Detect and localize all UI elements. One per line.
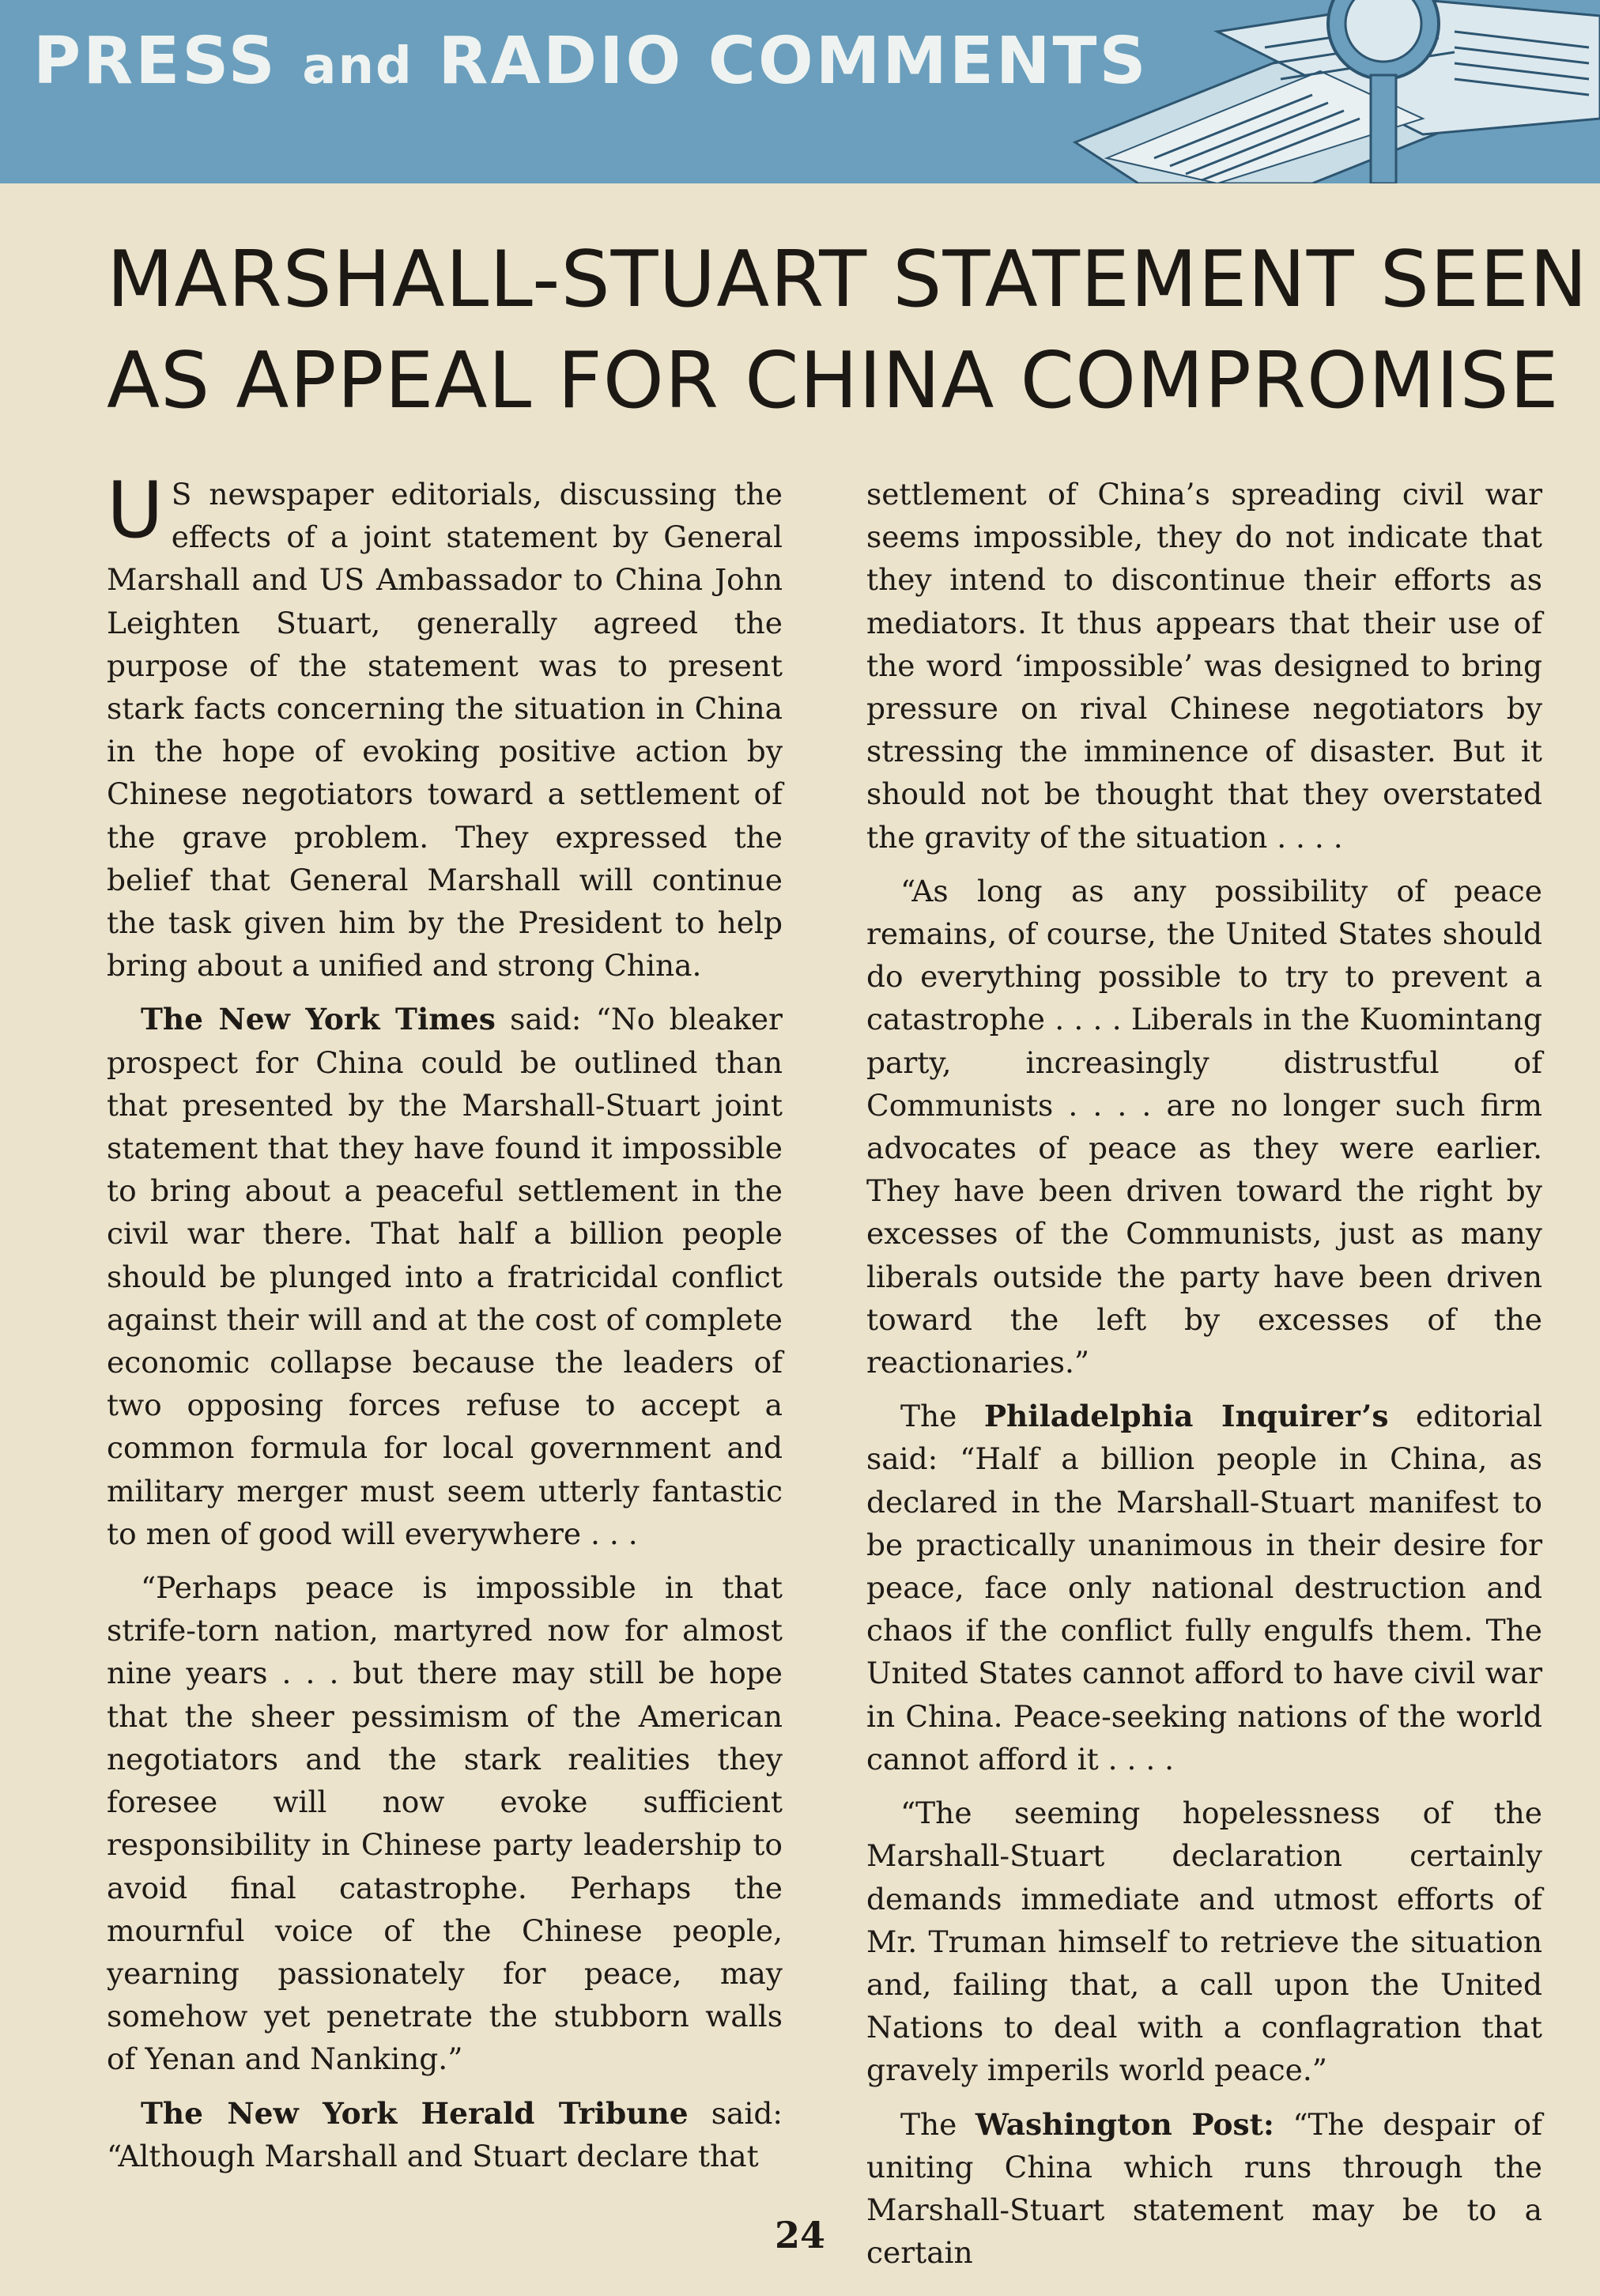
article-paragraph: [866, 870, 1542, 1384]
paragraph-text: S newspaper editorials, discussing the effects of a joint statement by General Marshall and US Ambassador to China John Leighten Stuart, generally agreed the purpose of the statement was to present stark facts concerning the situation in China in the hope of evoking positive action by Chinese negotiators toward a settlement of the grave problem. They expressed the belief that General Marshall will continue the task given him by the President to help bring about a unified and strong China.: [107, 477, 783, 984]
drop-cap: U: [107, 466, 164, 556]
paragraph-text: editorial said: “Half a billion people in China, as declared in the Marshall-Stuart manifest to be practically unanimous in their desire for peace, face only national destruction and chaos if the conflict fully engulfs them. The United States cannot afford to have civil war in China. Peace-seeking nations of the world cannot afford it . . . .: [866, 1399, 1543, 1777]
paragraph-text: “As long as any possibility of peace remains, of course, the United States should do everything possible to try to prevent a catastrophe . . . . Liberals in the Kuomintang party, increasingly distrustful of Communists . . . . are no longer such firm advocates of peace as they were earlier. They have been driven toward the right by excesses of the Communists, just as many liberals outside the party have been driven toward the left by excesses of the reactionaries.”: [866, 873, 1542, 1380]
page-number: 24: [774, 2214, 825, 2256]
section-title-and: and: [302, 37, 413, 96]
publication-name: Philadelphia Inquirer’s: [983, 1399, 1389, 1434]
paragraph-prefix: The: [900, 1399, 984, 1434]
publication-name: Washington Post:: [975, 2106, 1274, 2142]
article-paragraph: [107, 998, 783, 1555]
newspaper-microphone-illustration: [980, 0, 1600, 183]
publication-name: The New York Herald Tribune: [141, 2095, 689, 2131]
article-paragraph: [866, 473, 1542, 859]
article-paragraph: [866, 1792, 1542, 2091]
section-title-press: PRESS: [33, 24, 277, 99]
paragraph-text: “The despair of uniting China which runs through the Marshall-Stuart statement may be to a certain: [866, 2106, 1543, 2271]
paragraph-text: “The seeming hopelessness of the Marshall-Stuart declaration certainly demands immediate and utmost efforts of Mr. Truman himself to retrieve the situation and, failing that, a call upon the United Nations to deal with a conflagration that gravely imperils world peace.”: [866, 1796, 1542, 2088]
headline-line-2: AS APPEAL FOR CHINA COMPROMISE: [107, 336, 1560, 426]
paragraph-prefix: The: [900, 2106, 975, 2142]
paragraph-text: said: “Although Marshall and Stuart declare that: [107, 2095, 783, 2173]
article-paragraph: [107, 2092, 783, 2177]
section-title-radio-comments: RADIO COMMENTS: [438, 24, 1149, 99]
article-left-column: [107, 466, 783, 2188]
article-right-column: [866, 473, 1542, 2285]
article-paragraph: [107, 466, 783, 987]
headline: [107, 229, 1589, 432]
paragraph-text: said: “No bleaker prospect for China could be outlined than that presented by the Marshall-Stuart joint statement that they have found it impossible to bring about a peaceful settlement in the civil war there. That half a billion people should be plunged into a fratricidal conflict against their will and at the cost of complete economic collapse because the leaders of two opposing forces refuse to accept a common formula for local government and military merger must seem utterly fantastic to men of good will everywhere . . .: [107, 1002, 783, 1551]
publication-name: The New York Times: [141, 1002, 496, 1037]
paragraph-text: settlement of China’s spreading civil war seems impossible, they do not indicate that they intend to discontinue their efforts as mediators. It thus appears that their use of the word ‘impossible’ was designed to bring pressure on rival Chinese negotiators by stressing the imminence of disaster. But it should not be thought that they overstated the gravity of the situation . . . .: [866, 477, 1542, 855]
section-banner: [0, 0, 1600, 183]
paragraph-text: “Perhaps peace is impossible in that strife-torn nation, martyred now for almost nine years . . . but there may still be hope that the sheer pessimism of the American negotiators and the stark realities they foresee will now evoke sufficient responsibility in Chinese party leadership to avoid final catastrophe. Perhaps the mournful voice of the Chinese people, yearning passionately for peace, may somehow yet penetrate the stubborn walls of Yenan and Nanking.”: [107, 1570, 783, 2077]
headline-line-1: MARSHALL-STUART STATEMENT SEEN: [107, 235, 1589, 325]
article-paragraph: [866, 1395, 1542, 1781]
article-paragraph: [107, 1566, 783, 2080]
